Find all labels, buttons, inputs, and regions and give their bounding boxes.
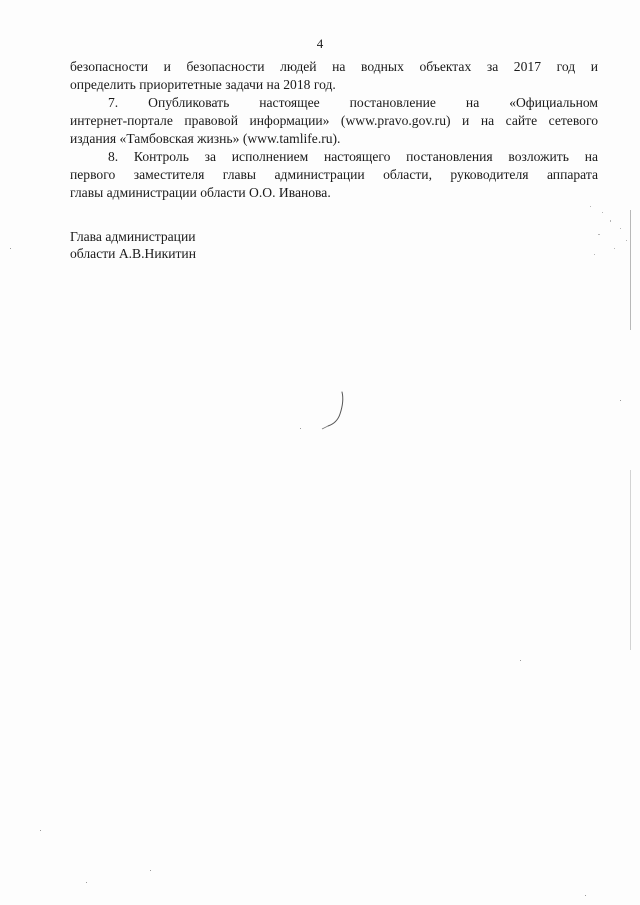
text-line: издания «Тамбовская жизнь» (www.tamlife.ru).: [70, 131, 341, 146]
text-line: первого заместителя главы администрации области, руководителя аппарата: [70, 167, 598, 182]
page-number: 4: [316, 36, 324, 51]
scan-speck: [40, 830, 41, 831]
pen-stroke-mark: [318, 388, 354, 432]
document-body: [70, 58, 598, 202]
scan-speck: [10, 248, 11, 249]
text-line: безопасности и безопасности людей на водных объектах за 2017 год и: [70, 59, 598, 74]
text-line: 7. Опубликовать настоящее постановление на «Официальном: [108, 95, 598, 110]
scan-speck: [585, 895, 586, 896]
signature-title: Глава администрации: [70, 229, 196, 244]
paragraph-item-7: [70, 94, 598, 148]
scan-speck: [620, 400, 621, 401]
scan-edge-line: [630, 210, 631, 330]
scan-speck: [520, 660, 521, 661]
scan-speck: [86, 882, 87, 883]
signature-name: области А.В.Никитин: [70, 246, 196, 261]
scan-speck: [300, 428, 301, 429]
text-line: главы администрации области О.О. Иванова.: [70, 185, 331, 200]
paragraph-item-8: [70, 148, 598, 202]
text-line: интернет-портале правовой информации» (www.pravo.gov.ru) и на сайте сетевого: [70, 113, 598, 128]
scan-noise: [580, 200, 636, 270]
text-line: 8. Контроль за исполнением настоящего постановления возложить на: [108, 149, 598, 164]
signature-block: [70, 228, 196, 262]
scan-edge-line: [630, 470, 631, 650]
paragraph-continuation: [70, 58, 598, 94]
scan-speck: [150, 870, 151, 871]
text-line: определить приоритетные задачи на 2018 год.: [70, 77, 336, 92]
